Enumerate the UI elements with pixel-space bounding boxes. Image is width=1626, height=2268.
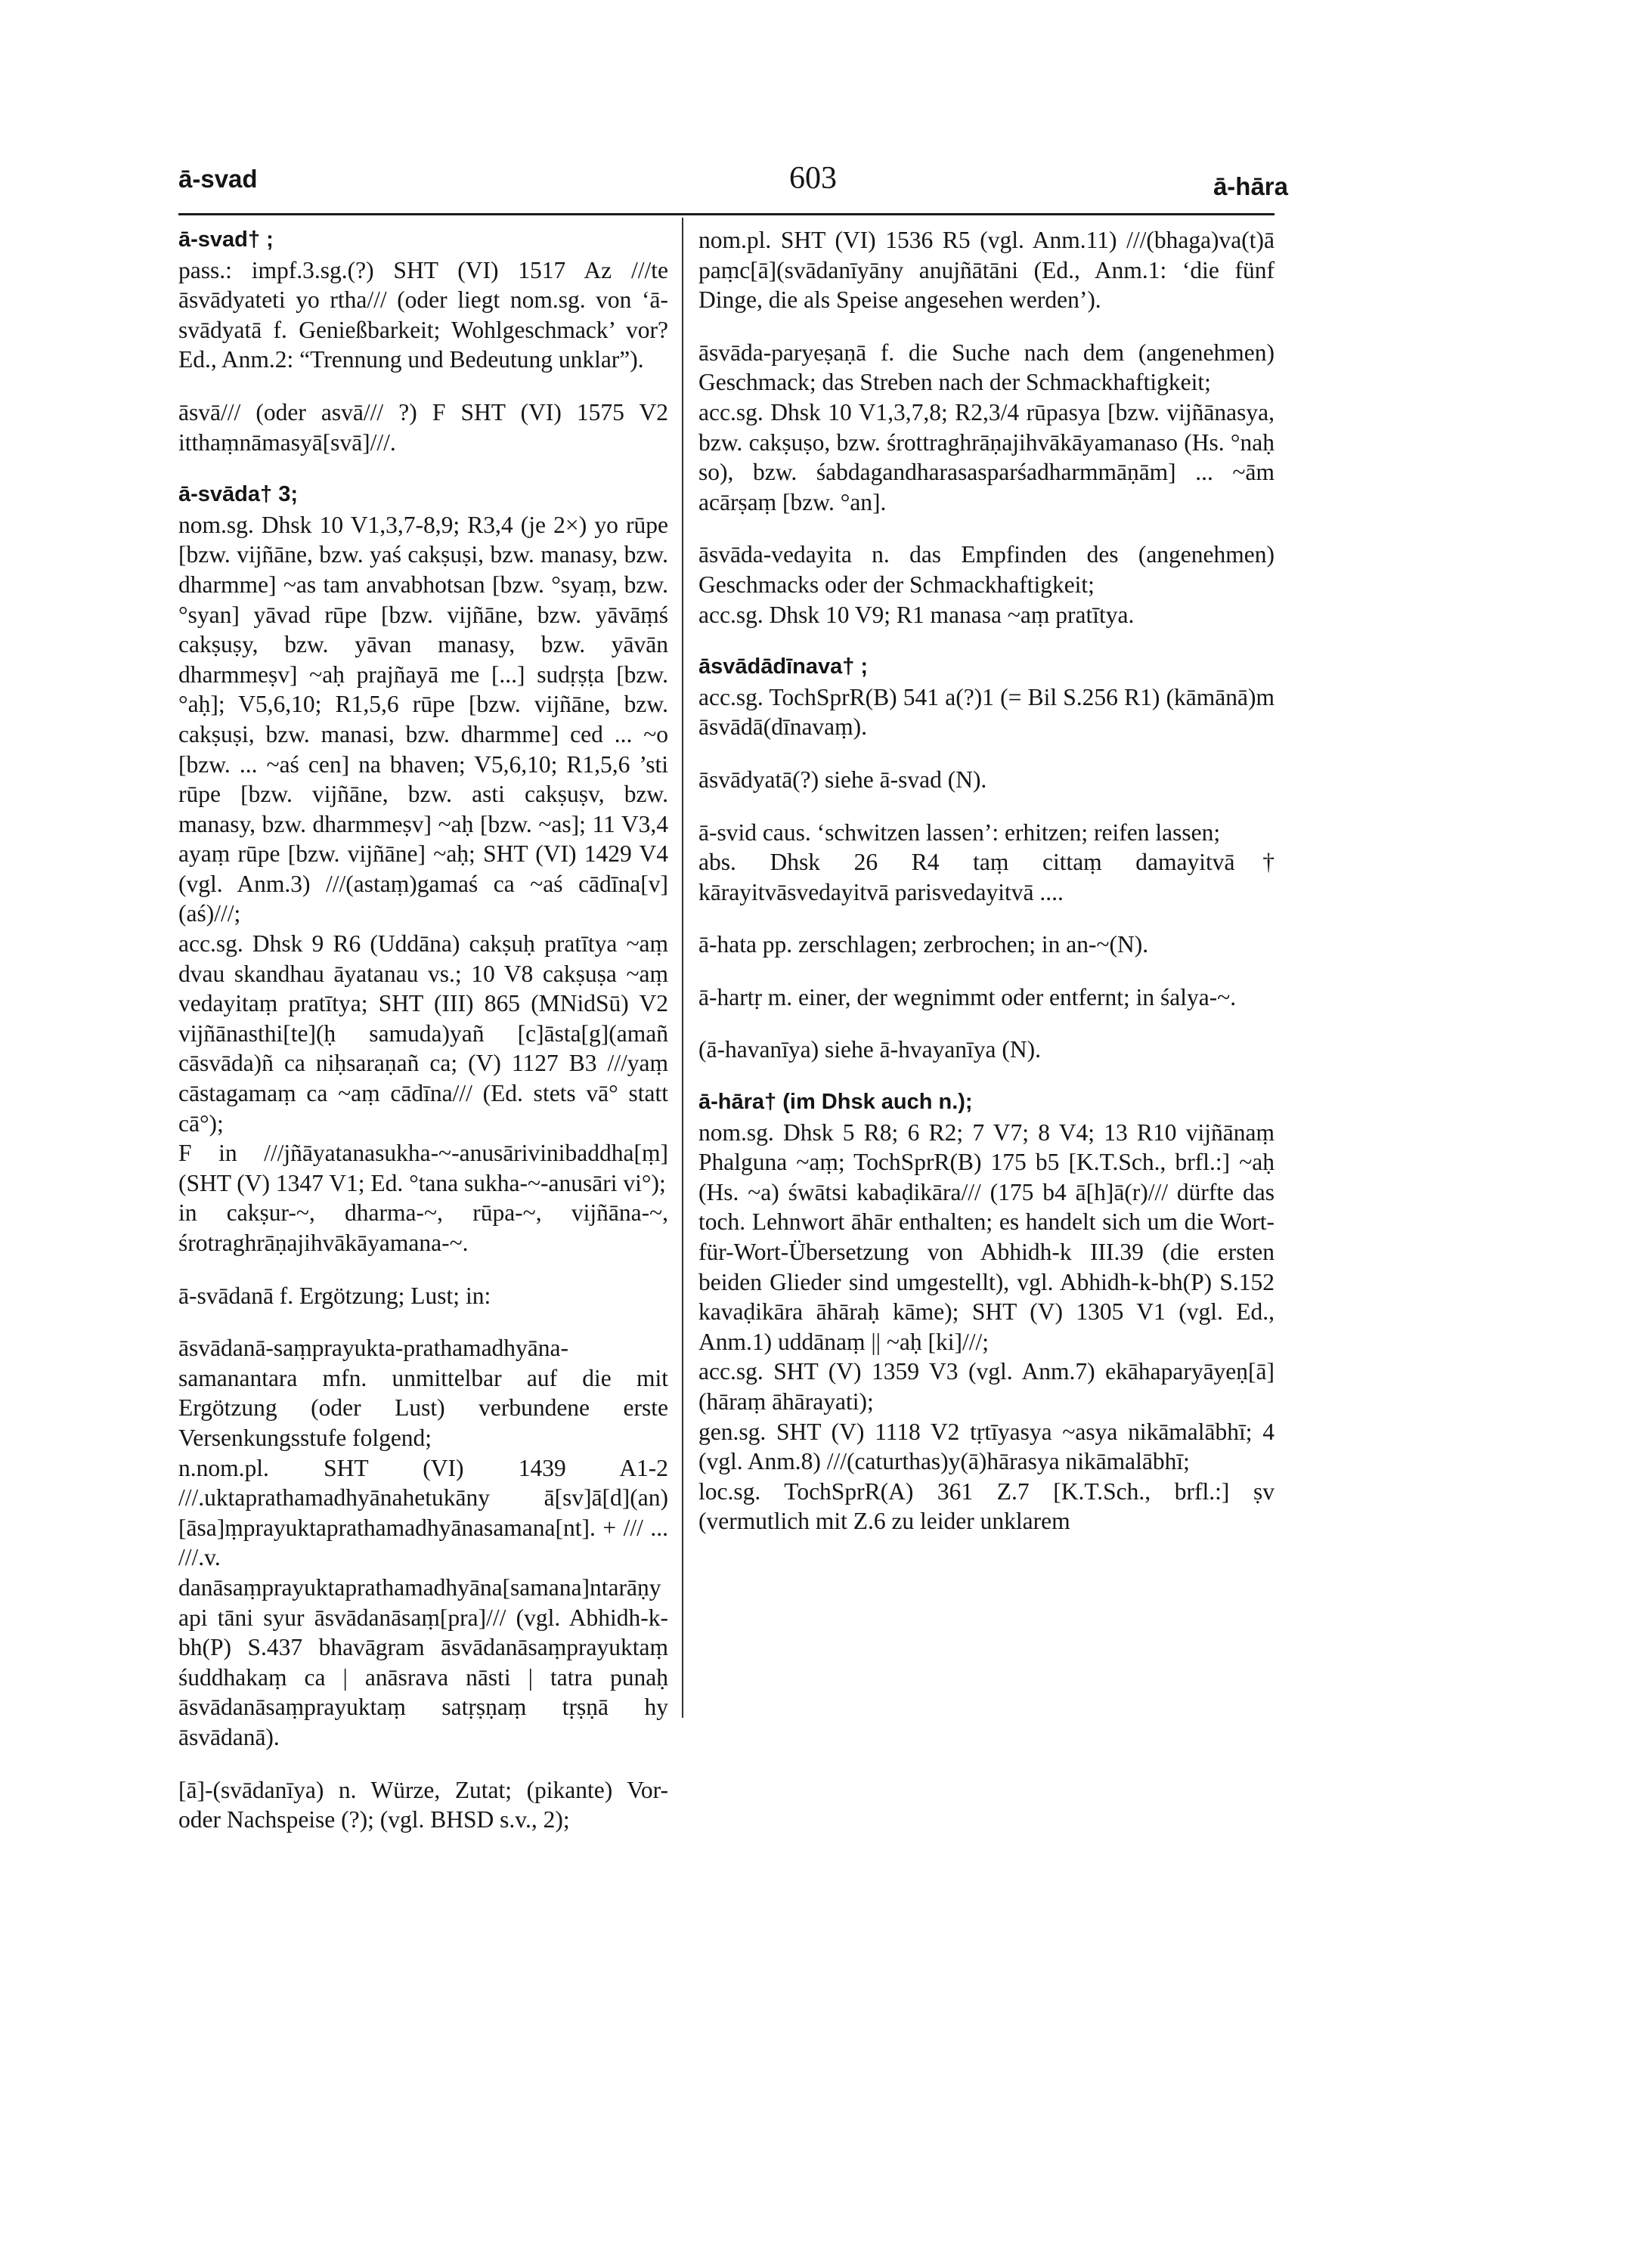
page-number: 603 [789, 161, 837, 196]
entry-paragraph: F in ///jñāyatanasukha-~-anusārivinibaddha[ṃ] (SHT (V) 1347 V1; Ed. °tana sukha-~-anusāri vi°); [178, 1140, 668, 1196]
entry-headword: (ā-havanīya) siehe ā-hvayanīya (N). [698, 1036, 1042, 1063]
entry-paragraph: nom.sg. Dhsk 10 V1,3,7-8,9; R3,4 (je 2×) yo rūpe [bzw. vijñāne, bzw. yaś cakṣuṣi, bzw. manasy, bzw. dharmme] ~as tam anvabhotsan [bzw. °syaṃ, bzw. °syan] yāvad rūpe [bzw. vijñāne, bzw. yāvāṃś cakṣuṣy, bzw. yāvan manasy, bzw. yāvān dharmmeṣv] ~aḥ prajñayā me [...] sudṛṣṭa [bzw. °aḥ]; V5,6,10; R1,5,6 rūpe [bzw. vijñāne, bzw. cakṣuṣi, bzw. manasi, bzw. dharmme] ced ... ~o [bzw. ... ~aś cen] na bhaven; V5,6,10; R1,5,6 ’sti rūpe [bzw. vijñāne, bzw. asti cakṣuṣv, bzw. manasy, bzw. dharmmeṣv] ~aḥ [bzw. ~as]; 11 V3,4 ayaṃ rūpe [bzw. vijñāne] ~aḥ; SHT (VI) 1429 V4 (vgl. Anm.3) ///(astaṃ)gamaś ca ~aś cādīna[v](aś)///; [178, 511, 668, 927]
entry-headword: [ā]-(svādanīya) n. Würze, Zutat; (pikante) Vor- oder Nachspeise (?); (vgl. BHSD s.v., 2); [178, 1776, 668, 1833]
header-rule [178, 213, 1274, 215]
entry-paragraph: āsvā/// (oder asvā/// ?) F SHT (VI) 1575 V2 itthaṃnāmasyā[svā]///. [178, 398, 668, 456]
entry-headword: āsvāda-vedayita n. das Empfinden des (angenehmen) Geschmacks oder der Schmackhaftigkeit; [698, 541, 1274, 598]
entry-headword: ā-svāda† 3; [178, 482, 298, 507]
entry-headword: āsvādanā-saṃprayukta-prathamadhyāna-samanantara mfn. unmittelbar auf die mit Ergötzung (oder Lust) verbundene erste Versenkungsstufe folgend; [178, 1335, 668, 1451]
entry-paragraph: n.nom.pl. SHT (VI) 1439 A1-2 ///.uktaprathamadhyānahetukāny ā[sv]ā[d](an)[āsa]ṃprayuktaprathamadhyānasamana[nt]. + /// ... ///.v. danāsaṃprayuktaprathamadhyāna[samana]ntarāṇy api tāni syur āsvādanāsaṃ[pra]/// (vgl. Abhidh-k-bh(P) S.437 bhavāgram āsvādanāsaṃprayuktaṃ śuddhakaṃ ca | anāsrava nāsti | tatra punaḥ āsvādanāsaṃprayuktaṃ satṛṣṇaṃ tṛṣṇā hy āsvādanā). [178, 1454, 668, 1750]
entry-paragraph: acc.sg. Dhsk 9 R6 (Uddāna) cakṣuḥ pratītya ~aṃ dvau skandhau āyatanau vs.; 10 V8 cakṣuṣa ~aṃ vedayitaṃ pratītya; SHT (III) 865 (MNidSū) V2 vijñānasthi[te](ḥ samuda)yañ [c]āsta[g](amañ cāsvāda)ñ ca niḥsaraṇañ ca; (V) 1127 B3 ///yaṃ cāstagamaṃ ca ~aṃ cādīna/// (Ed. stets vā° statt cā°); [178, 930, 668, 1137]
left-column [178, 225, 668, 1835]
entry-headword: āsvādādīnava† ; [698, 654, 869, 679]
right-guide-word: ā-hāra [1213, 172, 1288, 200]
entry-paragraph: pass.: impf.3.sg.(?) SHT (VI) 1517 Az ///te āsvādyateti yo rtha/// (oder liegt nom.sg. von ‘ā-svādyatā f. Genießbarkeit; Wohlgeschmack’ vor? Ed., Anm.2: “Trennung und Bedeutung unklar”). [178, 256, 668, 373]
column-divider [682, 218, 683, 1718]
entry-paragraph: nom.sg. Dhsk 5 R8; 6 R2; 7 V7; 8 V4; 13 R10 vijñānaṃ Phalguna ~aṃ; TochSprR(B) 175 b5 [K.T.Sch., brfl.:] ~aḥ (Hs. ~a) śwātsi kabaḍikāra/// (175 b4 ā[h]ā(r)/// dürfte das toch. Lehnwort āhār enthalten; es handelt sich um die Wort-für-Wort-Übersetzung von Abhidh-k III.39 (die ersten beiden Glieder sind umgestellt), vgl. Abhidh-k-bh(P) S.152 kavaḍikāra āhāraḥ kāme); SHT (V) 1305 V1 (vgl. Ed., Anm.1) uddānaṃ || ~aḥ [ki]///; [698, 1119, 1274, 1355]
entry-paragraph: acc.sg. Dhsk 10 V1,3,7,8; R2,3/4 rūpasya [bzw. vijñānasya, bzw. cakṣuṣo, bzw. śrottraghrāṇajihvākāyamanaso (Hs. °naḥ so), bzw. śabdagandharasasparśadharmmāṇām] ... ~ām acārṣaṃ [bzw. °an]. [698, 398, 1274, 515]
entry-headword: ā-hata pp. zerschlagen; zerbrochen; in an-~(N). [698, 931, 1149, 958]
entry-paragraph: loc.sg. TochSprR(A) 361 Z.7 [K.T.Sch., brfl.:] ṣv (vermutlich mit Z.6 zu leider unklarem [698, 1477, 1274, 1535]
entry-headword: ā-svādanā f. Ergötzung; Lust; in: [178, 1282, 491, 1309]
entry-headword: ā-hāra† (im Dhsk auch n.); [698, 1090, 973, 1115]
entry-headword: āsvādyatā(?) siehe ā-svad (N). [698, 766, 987, 793]
entry-paragraph: acc.sg. Dhsk 10 V9; R1 manasa ~aṃ pratītya. [698, 601, 1135, 628]
entry-headword: āsvāda-paryeṣaṇā f. die Suche nach dem (angenehmen) Geschmack; das Streben nach der Schmackhaftigkeit; [698, 339, 1274, 396]
left-guide-word: ā-svad [178, 165, 258, 193]
right-column [698, 225, 1274, 1536]
entry-paragraph: gen.sg. SHT (V) 1118 V2 tṛtīyasya ~asya nikāmalābhī; 4 (vgl. Anm.8) ///(caturthas)y(ā)hārasya nikāmalābhī; [698, 1418, 1274, 1475]
entry-paragraph: abs. Dhsk 26 R4 taṃ cittaṃ damayitvā† kārayitvāsvedayitvā parisvedayitvā .... [698, 849, 1274, 905]
entry-paragraph: in cakṣur-~, dharma-~, rūpa-~, vijñāna-~, śrotraghrāṇajihvākāyamana-~. [178, 1199, 668, 1256]
entry-headword: ā-hartṛ m. einer, der wegnimmt oder entfernt; in śalya-~. [698, 983, 1237, 1010]
entry-headword: ā-svid caus. ‘schwitzen lassen’: erhitzen; reifen lassen; [698, 818, 1221, 846]
entry-paragraph: acc.sg. SHT (V) 1359 V3 (vgl. Anm.7) ekāhaparyāyeṇ[ā](hāraṃ āhārayati); [698, 1358, 1274, 1415]
entry-headword: ā-svad† ; [178, 227, 274, 252]
entry-paragraph: acc.sg. TochSprR(B) 541 a(?)1 (= Bil S.256 R1) (kāmānā)m āsvādā(dīnavaṃ). [698, 683, 1274, 741]
entry-paragraph: nom.pl. SHT (VI) 1536 R5 (vgl. Anm.11) ///(bhaga)va(t)ā paṃc[ā](svādanīyāny anujñātāni (Ed., Anm.1: ‘die fünf Dinge, die als Speise angesehen werden’). [698, 227, 1274, 314]
